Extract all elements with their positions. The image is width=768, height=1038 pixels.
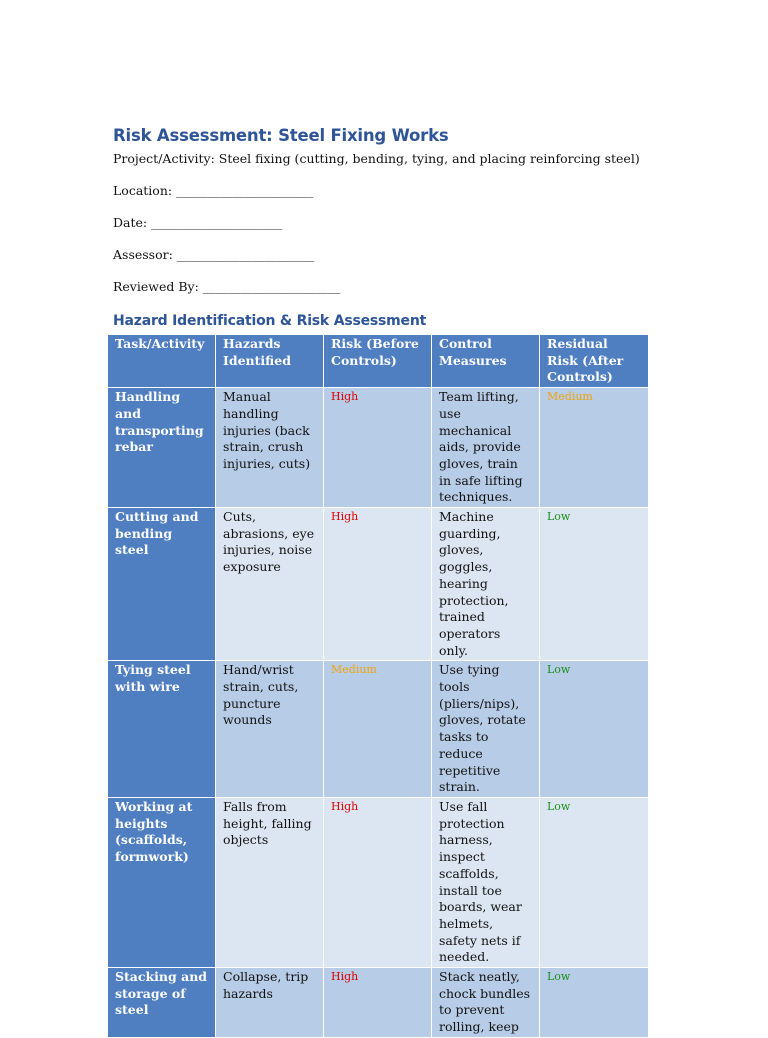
- table-row: [108, 388, 649, 508]
- task-cell: Tying steel with wire: [108, 661, 216, 798]
- project-activity-line: Project/Activity: Steel fixing (cutting, bending, tying, and placing reinforcing steel): [113, 151, 640, 166]
- header-residual: Residual Risk (After Controls): [540, 335, 649, 388]
- controls-cell: Use tying tools (pliers/nips), gloves, rotate tasks to reduce repetitive strain.: [432, 661, 540, 798]
- controls-cell: Use fall protection harness, inspect scaffolds, install toe boards, wear helmets, safety nets if needed.: [432, 797, 540, 967]
- task-cell: Cutting and bending steel: [108, 508, 216, 661]
- residual-risk-cell: Low: [540, 968, 649, 1038]
- table-row: [108, 968, 649, 1038]
- task-cell: Handling and transporting rebar: [108, 388, 216, 508]
- risk-before-cell: Medium: [324, 661, 432, 798]
- risk-before-cell: High: [324, 968, 432, 1038]
- reviewed-by-field: Reviewed By: ______________________: [113, 279, 341, 294]
- hazards-cell: Collapse, trip hazards: [216, 968, 324, 1038]
- risk-assessment-table: [107, 334, 649, 1038]
- risk-before-cell: High: [324, 388, 432, 508]
- table-row: [108, 508, 649, 661]
- hazards-cell: Falls from height, falling objects: [216, 797, 324, 967]
- residual-risk-cell: Low: [540, 797, 649, 967]
- controls-cell: Team lifting, use mechanical aids, provide gloves, train in safe lifting techniques.: [432, 388, 540, 508]
- header-controls: Control Measures: [432, 335, 540, 388]
- hazards-cell: Manual handling injuries (back strain, crush injuries, cuts): [216, 388, 324, 508]
- residual-risk-cell: Low: [540, 508, 649, 661]
- table-row: [108, 661, 649, 798]
- hazards-cell: Hand/wrist strain, cuts, puncture wounds: [216, 661, 324, 798]
- section-title: Hazard Identification & Risk Assessment: [113, 313, 427, 329]
- residual-risk-cell: Medium: [540, 388, 649, 508]
- task-cell: Working at heights (scaffolds, formwork): [108, 797, 216, 967]
- controls-cell: Stack neatly, chock bundles to prevent rolling, keep: [432, 968, 540, 1038]
- hazards-cell: Cuts, abrasions, eye injuries, noise exposure: [216, 508, 324, 661]
- date-field: Date: _____________________: [113, 215, 283, 230]
- header-hazards: Hazards Identified: [216, 335, 324, 388]
- location-field: Location: ______________________: [113, 183, 314, 198]
- header-risk-before: Risk (Before Controls): [324, 335, 432, 388]
- risk-before-cell: High: [324, 508, 432, 661]
- residual-risk-cell: Low: [540, 661, 649, 798]
- table-header-row: [108, 335, 649, 388]
- document-page: [113, 124, 653, 1035]
- document-title: Risk Assessment: Steel Fixing Works: [113, 126, 449, 145]
- header-task: Task/Activity: [108, 335, 216, 388]
- task-cell: Stacking and storage of steel: [108, 968, 216, 1038]
- risk-before-cell: High: [324, 797, 432, 967]
- controls-cell: Machine guarding, gloves, goggles, hearing protection, trained operators only.: [432, 508, 540, 661]
- assessor-field: Assessor: ______________________: [113, 247, 315, 262]
- table-row: [108, 797, 649, 967]
